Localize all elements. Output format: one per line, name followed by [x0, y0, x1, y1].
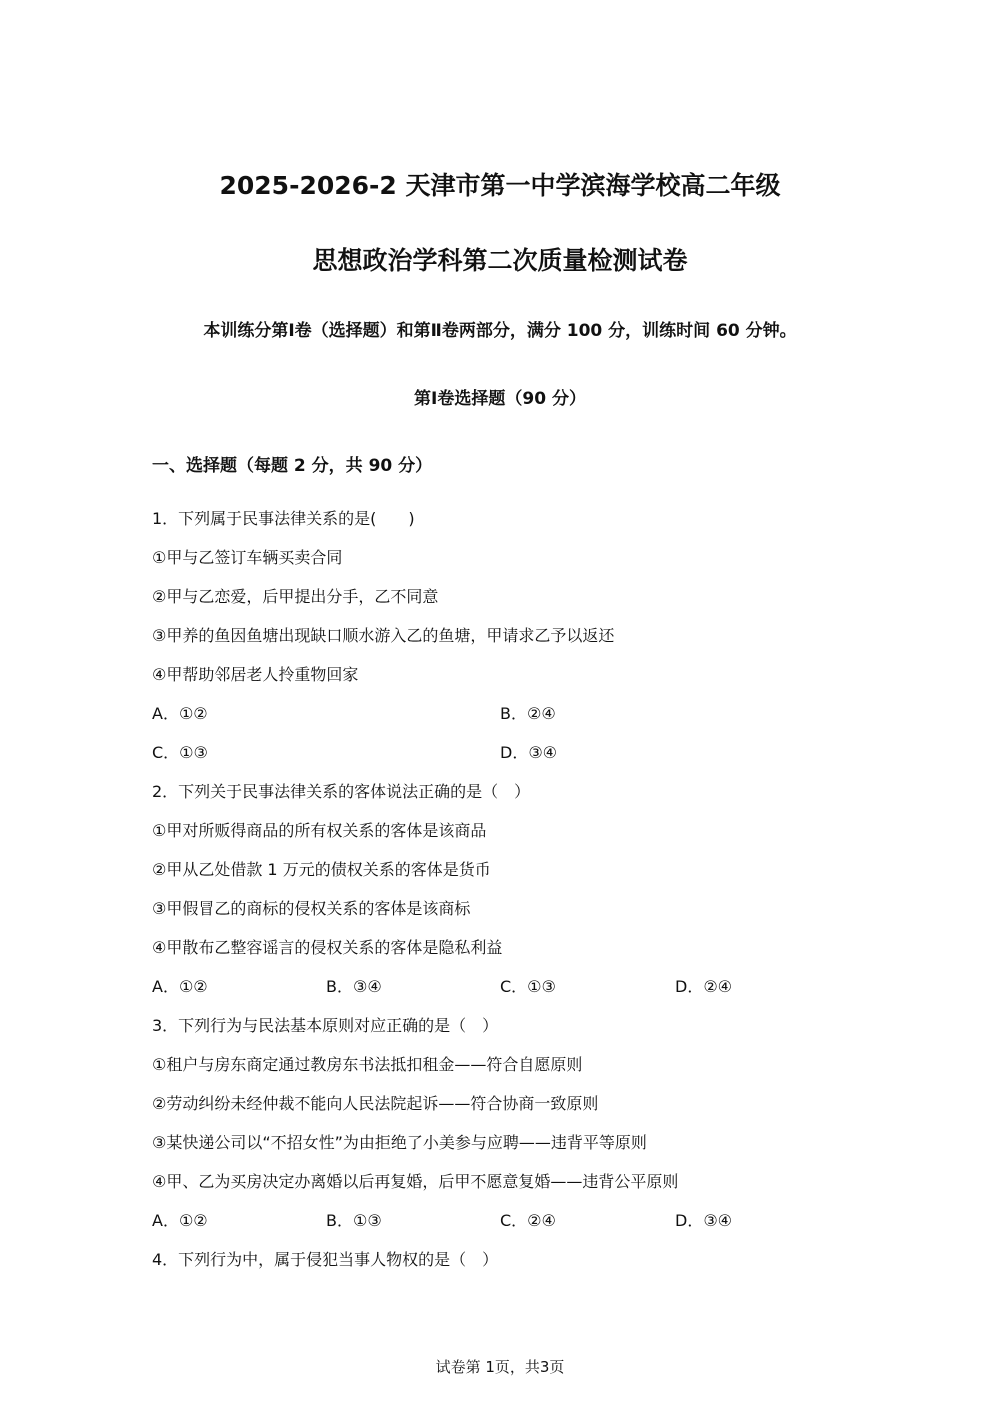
- q1-option-d: D．③④: [500, 743, 558, 762]
- q3-option-d: D．③④: [675, 1211, 733, 1230]
- q2-item-1: ①甲对所贩得商品的所有权关系的客体是该商品: [152, 821, 487, 840]
- q3-item-4: ④甲、乙为买房决定办离婚以后再复婚，后甲不愿意复婚——违背公平原则: [152, 1172, 679, 1191]
- part-heading: 第Ⅰ卷选择题（90 分）: [414, 389, 586, 409]
- page-footer: 试卷第 1页，共3页: [435, 1358, 565, 1376]
- q3-item-1: ①租户与房东商定通过教房东书法抵扣租金——符合自愿原则: [152, 1055, 583, 1074]
- q1-option-a: A．①②: [152, 704, 208, 723]
- q2-item-4: ④甲散布乙整容谣言的侵权关系的客体是隐私利益: [152, 938, 503, 957]
- q1-item-4: ④甲帮助邻居老人拎重物回家: [152, 665, 359, 684]
- q1-item-1: ①甲与乙签订车辆买卖合同: [152, 548, 343, 567]
- q2-option-d: D．②④: [675, 977, 733, 996]
- q3-option-b: B．①③: [326, 1211, 382, 1230]
- q2-stem: 2．下列关于民事法律关系的客体说法正确的是（ ）: [152, 782, 531, 801]
- exam-title-line2: 思想政治学科第二次质量检测试卷: [312, 246, 688, 275]
- q2-item-2: ②甲从乙处借款 1 万元的债权关系的客体是货币: [152, 860, 491, 879]
- q1-option-c: C．①③: [152, 743, 208, 762]
- q3-item-2: ②劳动纠纷未经仲裁不能向人民法院起诉——符合协商一致原则: [152, 1094, 599, 1113]
- q3-option-c: C．②④: [500, 1211, 556, 1230]
- q1-option-b: B．②④: [500, 704, 556, 723]
- q1-stem: 1．下列属于民事法律关系的是( ): [152, 509, 415, 528]
- q2-option-a: A．①②: [152, 977, 208, 996]
- q2-item-3: ③甲假冒乙的商标的侵权关系的客体是该商标: [152, 899, 471, 918]
- section-heading: 一、选择题（每题 2 分，共 90 分）: [152, 456, 433, 476]
- q3-option-a: A．①②: [152, 1211, 208, 1230]
- q1-item-3: ③甲养的鱼因鱼塘出现缺口顺水游入乙的鱼塘，甲请求乙予以返还: [152, 626, 615, 645]
- q4-stem: 4．下列行为中，属于侵犯当事人物权的是（ ）: [152, 1250, 499, 1269]
- q2-option-b: B．③④: [326, 977, 382, 996]
- exam-title-line1: 2025-2026-2 天津市第一中学滨海学校高二年级: [219, 171, 781, 200]
- exam-info: 本训练分第Ⅰ卷（选择题）和第Ⅱ卷两部分，满分 100 分，训练时间 60 分钟。: [203, 321, 797, 341]
- q1-item-2: ②甲与乙恋爱，后甲提出分手，乙不同意: [152, 587, 439, 606]
- q3-item-3: ③某快递公司以“不招女性”为由拒绝了小美参与应聘——违背平等原则: [152, 1133, 647, 1152]
- q3-stem: 3．下列行为与民法基本原则对应正确的是（ ）: [152, 1016, 499, 1035]
- q2-option-c: C．①③: [500, 977, 556, 996]
